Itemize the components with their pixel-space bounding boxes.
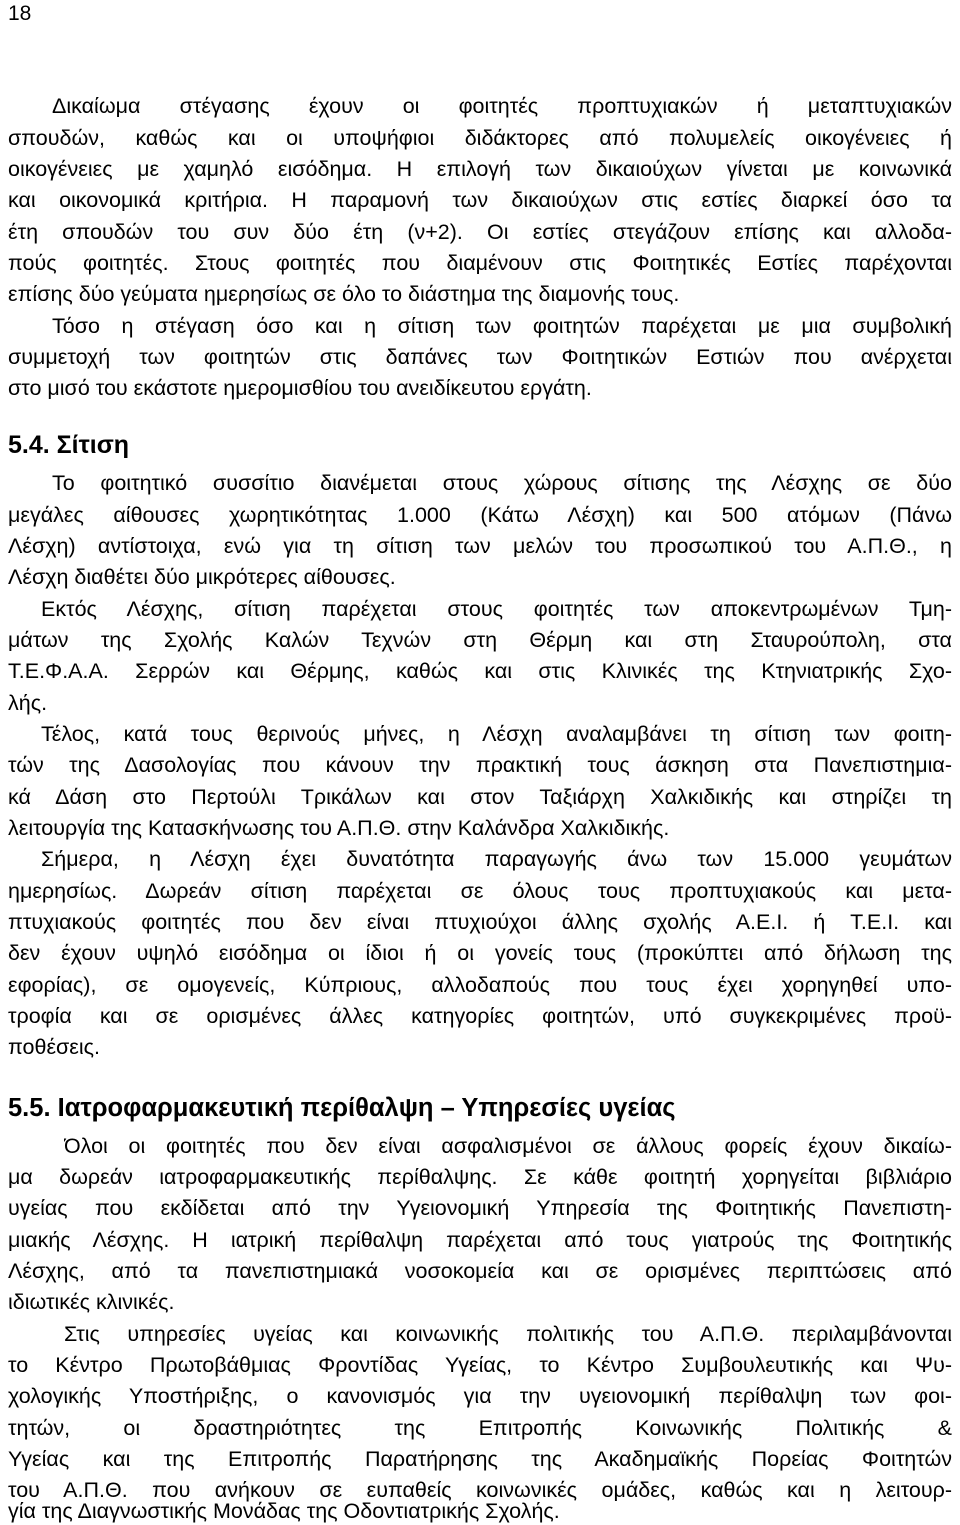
text-line: Τέλος, κατά τους θερινούς μήνες, η Λέσχη αναλαμβάνει τη σίτιση των φοιτη-: [41, 722, 952, 746]
text-line: γία της Διαγνωστικής Μονάδας της Οδοντιατρικής Σχολής.: [8, 1499, 560, 1523]
text-line: το Κέντρο Πρωτοβάθμιας Φροντίδας Υγείας, το Κέντρο Συμβουλευτικής και Ψυ-: [8, 1353, 952, 1377]
section-heading-meals: 5.4. Σίτιση: [8, 431, 130, 459]
text-line: λειτουργία της Κατασκήνωσης του Α.Π.Θ. στην Καλάνδρα Χαλκιδικής.: [8, 816, 670, 840]
text-line: κά Δάση στο Περτούλι Τρικάλων και στον Ταξιάρχη Χαλκιδικής και στηρίζει τη: [8, 785, 952, 809]
text-line: στο μισό του εκάστοτε ημερομισθίου του ανειδίκευτου εργάτη.: [8, 376, 592, 400]
text-line: Όλοι οι φοιτητές που δεν είναι ασφαλισμένοι σε άλλους φορείς έχουν δικαίω-: [64, 1134, 952, 1158]
text-line: χολογικής Υποστήριξης, ο κανονισμός για την υγειονομική περίθαλψη των φοι-: [8, 1384, 952, 1408]
text-line: και οικονομικά κριτήρια. Η παραμονή των δικαιούχων στις εστίες διαρκεί όσο τα: [8, 188, 952, 212]
text-line: μάτων της Σχολής Καλών Τεχνών στη Θέρμη και στη Σταυρούπολη, στα: [8, 628, 952, 652]
text-line: Εκτός Λέσχης, σίτιση παρέχεται στους φοιτητές των αποκεντρωμένων Τμη-: [41, 597, 952, 621]
text-line: επίσης δύο γεύματα ημερησίως σε όλο το διάστημα της διαμονής τους.: [8, 282, 680, 306]
text-line: εφορίας), σε ομογενείς, Κύπριους, αλλοδαπούς που τους έχει χορηγηθεί υπο-: [8, 973, 952, 997]
text-line: Το φοιτητικό συσσίτιο διανέμεται στους χώρους σίτισης της Λέσχης σε δύο: [52, 471, 952, 495]
page-number: 18: [8, 2, 32, 25]
text-line: Δικαίωμα στέγασης έχουν οι φοιτητές προπτυχιακών ή μεταπτυχιακών: [52, 94, 952, 118]
text-line: Λέσχη) αντίστοιχα, ενώ για τη σίτιση των μελών του προσωπικού του Α.Π.Θ., η: [8, 534, 952, 558]
text-line: Τόσο η στέγαση όσο και η σίτιση των φοιτητών παρέχεται με μια συμβολική: [52, 314, 952, 338]
text-line: πτυχιακούς φοιτητές που δεν είναι πτυχιούχοι άλλης σχολής Α.Ε.Ι. ή Τ.Ε.Ι. και: [8, 910, 952, 934]
text-line: μεγάλες αίθουσες χωρητικότητας 1.000 (Κάτω Λέσχη) και 500 ατόμων (Πάνω: [8, 503, 952, 527]
text-line: Σήμερα, η Λέσχη έχει δυνατότητα παραγωγής άνω των 15.000 γευμάτων: [41, 847, 952, 871]
text-line: τητών, οι δραστηριότητες της Επιτροπής Κοινωνικής Πολιτικής &: [8, 1416, 952, 1440]
text-line: Λέσχης, από τα πανεπιστημιακά νοσοκομεία και σε ορισμένες περιπτώσεις από: [8, 1259, 952, 1283]
text-line: ιδιωτικές κλινικές.: [8, 1290, 175, 1314]
text-line: ποθέσεις.: [8, 1035, 100, 1059]
text-line: δεν έχουν υψηλό εισόδημα οι ίδιοι ή οι γονείς τους (προκύπτει από δήλωση της: [8, 941, 952, 965]
text-line: οικογένειες με χαμηλό εισόδημα. Η επιλογή των δικαιούχων γίνεται με κοινωνικά: [8, 157, 952, 181]
text-line: σπουδών, καθώς και οι υποψήφιοι διδάκτορες από πολυμελείς οικογένειες ή: [8, 126, 952, 150]
text-line: έτη σπουδών του συν δύο έτη (ν+2). Οι εστίες στεγάζουν επίσης και αλλοδα-: [8, 220, 952, 244]
text-line: λής.: [8, 691, 48, 715]
section-heading-health: 5.5. Ιατροφαρμακευτική περίθαλψη – Υπηρεσίες υγείας: [8, 1094, 676, 1122]
text-line: μα δωρεάν ιατροφαρμακευτικής περίθαλψης. Σε κάθε φοιτητή χορηγείται βιβλιάριο: [8, 1165, 952, 1189]
text-line: Υγείας και της Επιτροπής Παρατήρησης της Ακαδημαϊκής Πορείας Φοιτητών: [8, 1447, 952, 1471]
text-line: τών της Δασολογίας που κάνουν την πρακτική τους άσκηση στα Πανεπιστημια-: [8, 753, 952, 777]
text-line: πούς φοιτητές. Στους φοιτητές που διαμένουν στις Φοιτητικές Εστίες παρέχονται: [8, 251, 952, 275]
text-line: μιακής Λέσχης. Η ιατρική περίθαλψη παρέχεται από τους γιατρούς της Φοιτητικής: [8, 1228, 952, 1252]
text-line: συμμετοχή των φοιτητών στις δαπάνες των Φοιτητικών Εστιών που ανέρχεται: [8, 345, 952, 369]
text-line: Στις υπηρεσίες υγείας και κοινωνικής πολιτικής του Α.Π.Θ. περιλαμβάνονται: [64, 1322, 952, 1346]
text-line: του Α.Π.Θ. που ανήκουν σε ευπαθείς κοινωνικές ομάδες, καθώς και η λειτουρ-: [8, 1478, 952, 1502]
text-line: Τ.Ε.Φ.Α.Α. Σερρών και Θέρμης, καθώς και στις Κλινικές της Κτηνιατρικής Σχο-: [8, 659, 952, 683]
text-line: υγείας που εκδίδεται από την Υγειονομική Υπηρεσία της Φοιτητικής Πανεπιστη-: [8, 1196, 952, 1220]
text-line: τροφία και σε ορισμένες άλλες κατηγορίες φοιτητών, υπό συγκεκριμένες προϋ-: [8, 1004, 952, 1028]
text-line: ημερησίως. Δωρεάν σίτιση παρέχεται σε όλους τους προπτυχιακούς και μετα-: [8, 879, 952, 903]
text-line: Λέσχη διαθέτει δύο μικρότερες αίθουσες.: [8, 565, 396, 589]
